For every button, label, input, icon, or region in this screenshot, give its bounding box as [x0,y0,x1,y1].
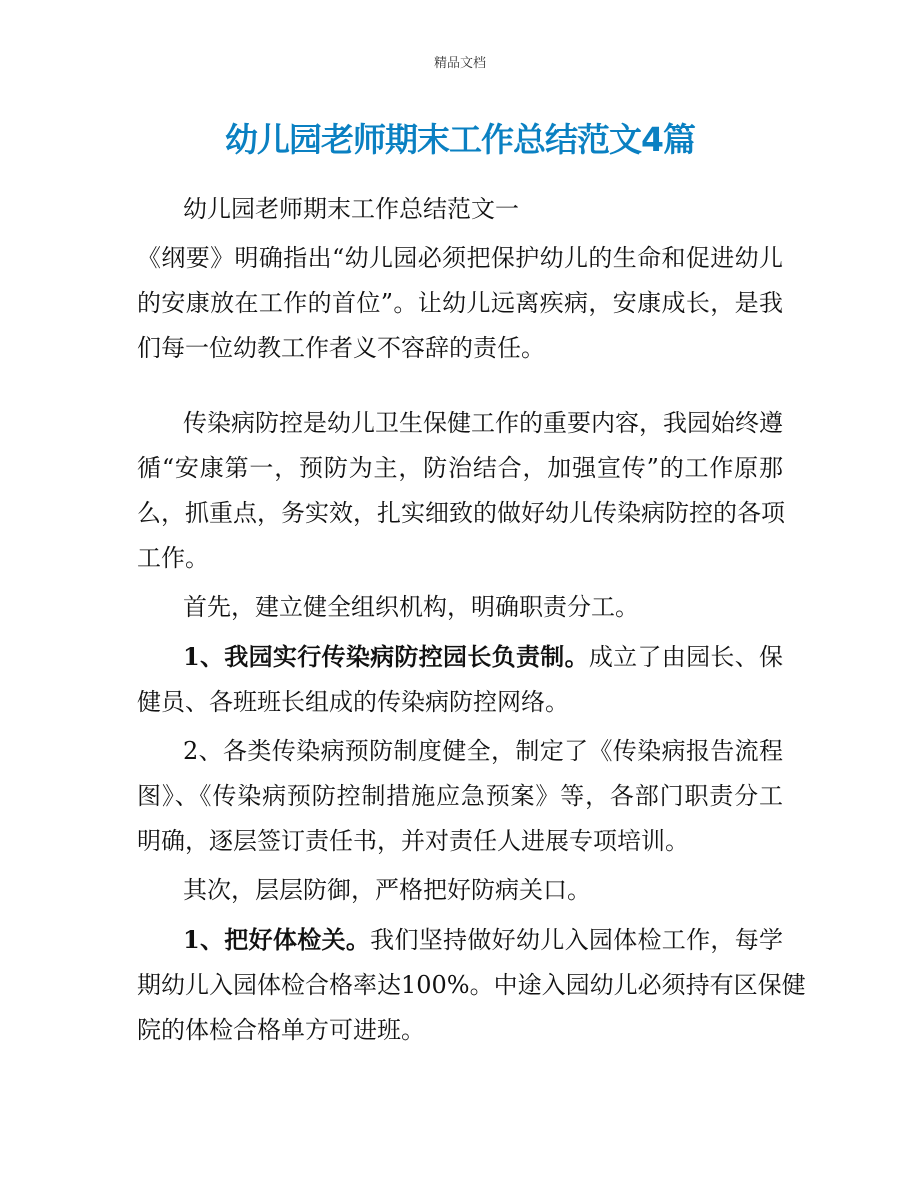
line-text: 2、各类传染病预防制度健全，制定了《传染病报告流程 [183,737,783,765]
line-text: 成立了由园长、保 [588,643,784,671]
text-line [137,326,783,371]
text-line [137,1008,783,1053]
text-line [137,729,783,774]
line-text: 幼儿园老师期末工作总结范文一 [183,195,519,223]
line-text: 《纲要》明确指出“幼儿园必须把保护幼儿的生命和促进幼儿 [137,244,783,272]
text-line [137,281,783,326]
text-line [137,446,783,491]
line-text: 么，抓重点，务实效，扎实细致的做好幼儿传染病防控的各项 [137,499,785,527]
line-text: 首先，建立健全组织机构，明确职责分工。 [183,593,639,621]
text-line [137,680,783,725]
line-text: 循“安康第一，预防为主，防治结合，加强宣传”的工作原那 [137,454,783,482]
text-line [137,491,783,536]
text-line [137,963,806,1008]
text-line [137,536,783,581]
document-title: 幼儿园老师期末工作总结范文4篇 [225,120,695,159]
text-line [137,819,783,864]
paragraph [137,917,806,1053]
paragraph [137,585,783,630]
text-line [137,774,783,819]
text-line [137,917,783,963]
text-line [137,236,783,281]
bold-heading: 1、把好体检关。 [183,925,371,954]
line-text: 我们坚持做好幼儿入园体检工作，每学 [370,926,784,954]
text-line [137,868,783,913]
text-line [137,634,783,680]
line-text: 们每一位幼教工作者义不容辞的责任。 [137,334,545,362]
line-text: 期幼儿入园体检合格率达100%。中途入园幼儿必须持有区保健 [137,971,806,999]
paragraph [137,401,783,581]
text-line [137,401,783,446]
line-text: 明确，逐层签订责任书，并对责任人进展专项培训。 [137,827,689,855]
paragraph [137,236,783,371]
paragraph [137,729,783,864]
page-header: 精品文档 [433,56,486,71]
line-text: 其次，层层防御，严格把好防病关口。 [183,876,591,904]
line-text: 传染病防控是幼儿卫生保健工作的重要内容，我园始终遵 [183,409,783,437]
line-text: 图》、《传染病预防控制措施应急预案》等，各部门职责分工 [137,782,783,810]
paragraph [137,634,783,725]
text-line [137,187,783,232]
paragraph [137,868,783,913]
text-line [137,585,783,630]
line-text: 工作。 [137,544,209,572]
bold-heading: 1、我园实行传染病防控园长负责制。 [183,642,589,671]
document-body [137,187,806,1053]
paragraph [137,187,783,232]
line-text: 的安康放在工作的首位”。让幼儿远离疾病，安康成长，是我 [137,289,783,317]
line-text: 院的体检合格单方可进班。 [137,1016,425,1044]
line-text: 健员、各班班长组成的传染病防控网络。 [137,688,569,716]
